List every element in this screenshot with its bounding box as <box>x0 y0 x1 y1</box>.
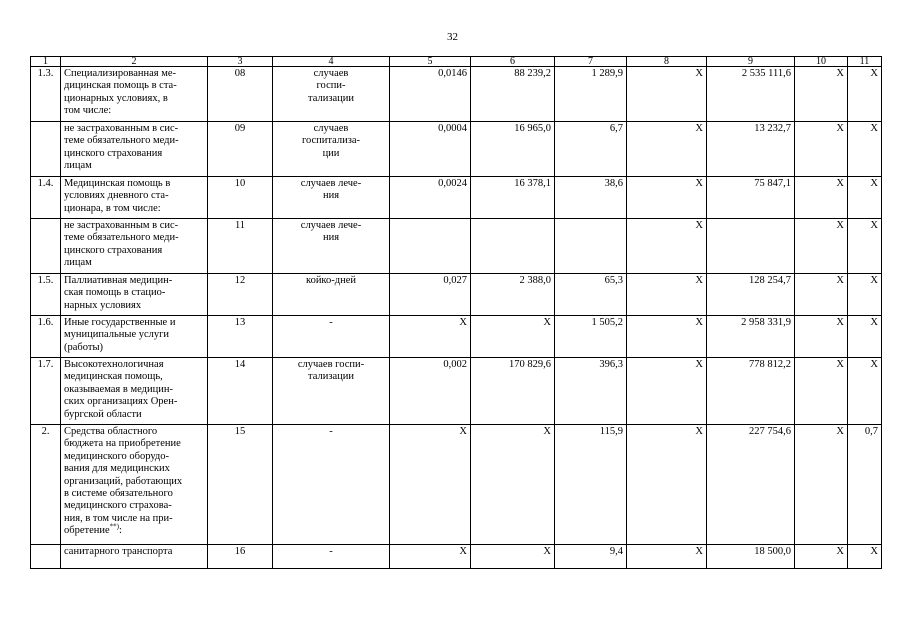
value-col-5: 0,002 <box>390 358 471 425</box>
value-col-10: X <box>795 274 848 316</box>
value-col-6: X <box>471 316 555 358</box>
value-col-10: X <box>795 122 848 177</box>
value-col-11: 0,7 <box>848 425 882 545</box>
value-col-7: 65,3 <box>555 274 627 316</box>
row-name-text: Средства областного бюджета на приобретение медицинского оборудо- вания для медицинских организаций, работающих в системе обязательного медицинского страхова- ния, в том числе на при- обретение <box>64 426 183 537</box>
table-row <box>31 122 882 177</box>
column-number: 7 <box>555 57 627 67</box>
unit-of-measure: случаев госпи- тализации <box>273 67 390 122</box>
value-col-7: 115,9 <box>555 425 627 545</box>
unit-of-measure: - <box>273 425 390 545</box>
value-col-10: X <box>795 316 848 358</box>
value-col-9: 18 500,0 <box>707 545 795 569</box>
row-name-tail: : <box>119 525 122 537</box>
column-number-row <box>31 57 882 67</box>
unit-of-measure: случаев госпитализа- ции <box>273 122 390 177</box>
value-col-5: 0,027 <box>390 274 471 316</box>
row-number: 2. <box>31 425 61 545</box>
row-name: Иные государственные и муниципальные услуги (работы) <box>61 316 208 358</box>
value-col-9: 778 812,2 <box>707 358 795 425</box>
value-col-8: X <box>627 219 707 274</box>
table-row <box>31 545 882 569</box>
value-col-5: X <box>390 316 471 358</box>
table-row <box>31 358 882 425</box>
table-row <box>31 316 882 358</box>
row-code: 08 <box>208 67 273 122</box>
value-col-9: 13 232,7 <box>707 122 795 177</box>
column-number: 1 <box>31 57 61 67</box>
value-col-6: X <box>471 425 555 545</box>
value-col-10: X <box>795 358 848 425</box>
footnote-marker: **) <box>109 522 119 531</box>
unit-of-measure: случаев лече- ния <box>273 219 390 274</box>
value-col-6: 88 239,2 <box>471 67 555 122</box>
value-col-8: X <box>627 316 707 358</box>
value-col-11: X <box>848 545 882 569</box>
row-number <box>31 545 61 569</box>
row-number: 1.5. <box>31 274 61 316</box>
row-name: не застрахованным в сис- теме обязательного меди- цинского страхования лицам <box>61 122 208 177</box>
row-name: санитарного транспорта <box>61 545 208 569</box>
column-number: 8 <box>627 57 707 67</box>
value-col-5: 0,0004 <box>390 122 471 177</box>
value-col-7: 9,4 <box>555 545 627 569</box>
value-col-6: 16 378,1 <box>471 177 555 219</box>
value-col-9: 128 254,7 <box>707 274 795 316</box>
row-number <box>31 219 61 274</box>
row-number: 1.7. <box>31 358 61 425</box>
value-col-9: 227 754,6 <box>707 425 795 545</box>
value-col-10: X <box>795 425 848 545</box>
unit-of-measure: случаев лече- ния <box>273 177 390 219</box>
row-code: 09 <box>208 122 273 177</box>
row-code: 14 <box>208 358 273 425</box>
column-number: 10 <box>795 57 848 67</box>
value-col-9: 75 847,1 <box>707 177 795 219</box>
row-name: Паллиативная медицин- ская помощь в стацио- нарных условиях <box>61 274 208 316</box>
column-number: 5 <box>390 57 471 67</box>
value-col-9: 2 535 111,6 <box>707 67 795 122</box>
table-row <box>31 274 882 316</box>
table-row <box>31 177 882 219</box>
value-col-5: X <box>390 545 471 569</box>
column-number: 6 <box>471 57 555 67</box>
table-row <box>31 219 882 274</box>
value-col-6: 16 965,0 <box>471 122 555 177</box>
value-col-11: X <box>848 274 882 316</box>
value-col-10: X <box>795 219 848 274</box>
value-col-8: X <box>627 545 707 569</box>
value-col-6: 170 829,6 <box>471 358 555 425</box>
value-col-7: 1 289,9 <box>555 67 627 122</box>
value-col-8: X <box>627 177 707 219</box>
value-col-10: X <box>795 177 848 219</box>
value-col-8: X <box>627 67 707 122</box>
value-col-7: 396,3 <box>555 358 627 425</box>
value-col-11: X <box>848 219 882 274</box>
value-col-8: X <box>627 274 707 316</box>
unit-of-measure: - <box>273 545 390 569</box>
value-col-7: 6,7 <box>555 122 627 177</box>
row-name: Медицинская помощь в условиях дневного ста- ционара, в том числе: <box>61 177 208 219</box>
column-number: 9 <box>707 57 795 67</box>
row-name: Высокотехнологичная медицинская помощь, оказываемая в медицин- ских организациях Орен- бургской области <box>61 358 208 425</box>
unit-of-measure: койко-дней <box>273 274 390 316</box>
table-row <box>31 425 882 545</box>
row-name <box>61 425 208 545</box>
value-col-5: 0,0146 <box>390 67 471 122</box>
row-code: 16 <box>208 545 273 569</box>
value-col-8: X <box>627 425 707 545</box>
table-row <box>31 67 882 122</box>
row-code: 15 <box>208 425 273 545</box>
row-code: 10 <box>208 177 273 219</box>
value-col-7: 38,6 <box>555 177 627 219</box>
value-col-6: X <box>471 545 555 569</box>
row-number <box>31 122 61 177</box>
column-number: 3 <box>208 57 273 67</box>
data-table <box>30 56 882 569</box>
column-number: 4 <box>273 57 390 67</box>
value-col-8: X <box>627 122 707 177</box>
value-col-10: X <box>795 545 848 569</box>
value-col-5 <box>390 219 471 274</box>
value-col-11: X <box>848 358 882 425</box>
value-col-9 <box>707 219 795 274</box>
value-col-6: 2 388,0 <box>471 274 555 316</box>
value-col-8: X <box>627 358 707 425</box>
value-col-5: 0,0024 <box>390 177 471 219</box>
row-code: 12 <box>208 274 273 316</box>
value-col-7 <box>555 219 627 274</box>
value-col-6 <box>471 219 555 274</box>
value-col-11: X <box>848 177 882 219</box>
unit-of-measure: - <box>273 316 390 358</box>
value-col-7: 1 505,2 <box>555 316 627 358</box>
value-col-10: X <box>795 67 848 122</box>
row-number: 1.4. <box>31 177 61 219</box>
unit-of-measure: случаев госпи- тализации <box>273 358 390 425</box>
column-number: 2 <box>61 57 208 67</box>
row-name: Специализированная ме- дицинская помощь в ста- ционарных условиях, в том числе: <box>61 67 208 122</box>
value-col-11: X <box>848 67 882 122</box>
column-number: 11 <box>848 57 882 67</box>
value-col-5: X <box>390 425 471 545</box>
row-code: 11 <box>208 219 273 274</box>
row-name: не застрахованным в сис- теме обязательного меди- цинского страхования лицам <box>61 219 208 274</box>
row-number: 1.6. <box>31 316 61 358</box>
page-number: 32 <box>447 31 458 43</box>
value-col-11: X <box>848 122 882 177</box>
value-col-11: X <box>848 316 882 358</box>
row-code: 13 <box>208 316 273 358</box>
value-col-9: 2 958 331,9 <box>707 316 795 358</box>
row-number: 1.3. <box>31 67 61 122</box>
